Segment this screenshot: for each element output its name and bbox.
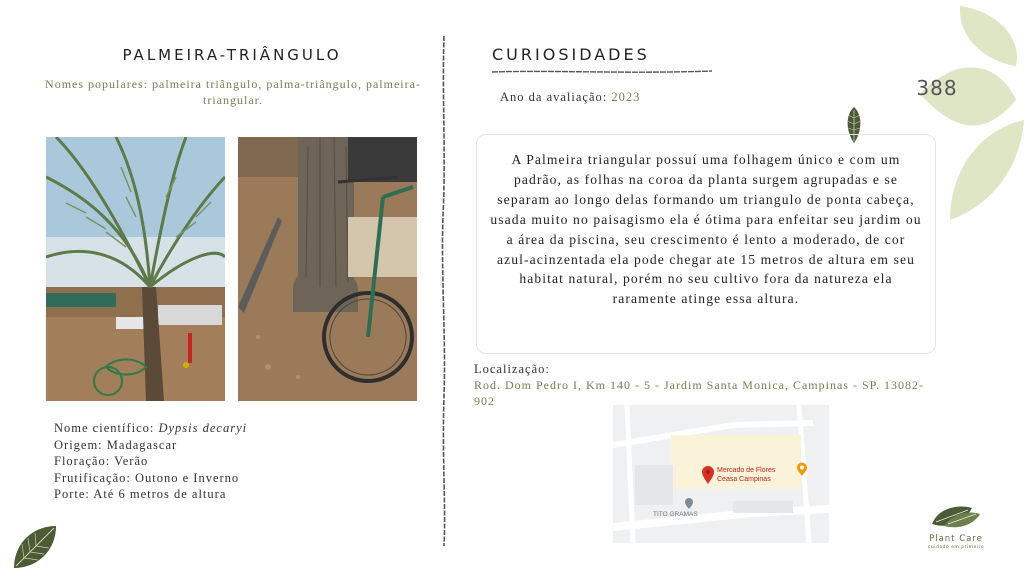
plant-title: PALMEIRA-TRIÂNGULO	[122, 46, 342, 64]
fruiting-row: Frutificação: Outono e Inverno	[54, 470, 240, 485]
curiosities-title: CURIOSIDADES	[492, 45, 650, 64]
title-underline	[490, 68, 715, 76]
brand-name: Plant Care	[929, 534, 983, 544]
size-row: Porte: Até 6 metros de altura	[54, 487, 227, 502]
location-label: Localização:	[474, 362, 550, 376]
scientific-name-label: Nome científico:	[54, 421, 155, 435]
evaluation-year-value: 2023	[611, 90, 641, 104]
location-address: Rod. Dom Pedro I, Km 140 - 5 - Jardim Santa Monica, Campinas - SP. 13082-902	[474, 378, 924, 408]
description-text: A Palmeira triangular possuí uma folhagem único e com um padrão, as folhas na coroa da planta surgem agrupadas e se separam ao longo delas formando um triangulo de ponta cabeça, usada muito no paisagismo ela é ótima para enfeitar seu jardim ou a área da piscina, seu crescimento é lento a moderado, de cor azul-acinzentada ela pode chegar ate 15 metros de altura em seu habitat natural, porém no seu cultivo fora da natureza ela raramente atinge essa altura.	[490, 152, 922, 307]
page-number: 388	[916, 76, 958, 100]
palm-tree-photo	[46, 137, 225, 401]
popular-names	[38, 76, 428, 108]
trunk-bicycle-photo	[238, 137, 417, 401]
plant-facts	[54, 420, 247, 503]
map-pin-icon	[701, 465, 715, 485]
map-street-label: TITO GRAMAS	[653, 511, 698, 518]
scientific-name-value: Dypsis decaryi	[158, 421, 248, 435]
evaluation-year-label: Ano da avaliação:	[500, 90, 608, 104]
vertical-divider	[436, 36, 452, 546]
plant-care-logo-icon	[930, 502, 982, 532]
map-poi-icon	[796, 462, 808, 477]
map-secondary-pin-icon	[684, 497, 694, 510]
decorative-leaf-bottom-left	[10, 522, 60, 572]
location-map[interactable]	[613, 405, 829, 543]
scientific-name-row	[54, 420, 247, 437]
map-place-name: Mercado de Flores Ceasa Campinas	[717, 467, 776, 483]
popular-names-value: palmeira triângulo, palma-triângulo, palmeira-triangular.	[152, 77, 421, 107]
popular-names-label: Nomes populares:	[45, 77, 149, 91]
brand-tagline: cuidado em primeiro	[927, 545, 985, 550]
origin-row: Origem: Madagascar	[54, 437, 178, 452]
evaluation-year	[500, 90, 640, 105]
flowering-row: Floração: Verão	[54, 454, 149, 469]
description-card	[476, 134, 936, 354]
